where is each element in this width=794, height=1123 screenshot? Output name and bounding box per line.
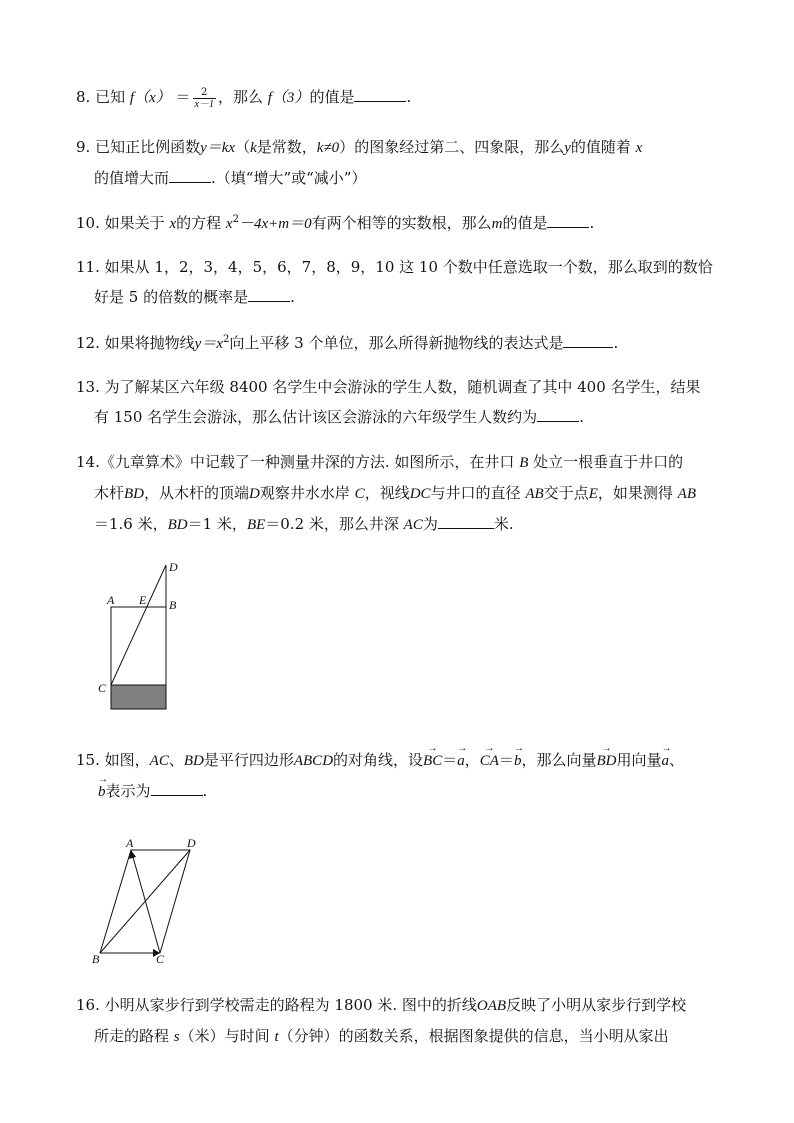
diagonal-BD: [100, 850, 190, 953]
vector-a: → a: [661, 746, 669, 776]
label-E: E: [139, 593, 147, 607]
q8-number: 8.: [76, 88, 91, 106]
label-B: B: [169, 598, 177, 612]
water-region: [111, 685, 166, 709]
vector-b: → b: [514, 746, 522, 776]
label-A: A: [126, 836, 134, 850]
question-10: 10. 如果关于 x的方程 $x^2-4x+m=0$有两个相等的实数根，那么m的值是 .: [76, 214, 595, 232]
question-11: 11. 如果从 1，2，3，4，5，6，7，8，9，10 这 10 个数中任意选取一个数，那么取到的数恰 好是 5 的倍数的概率是 .: [76, 258, 713, 306]
vector-a: → a: [457, 746, 465, 776]
question-8: 8. 已知 f（x） ＝ $\frac{2}{x-1}$ ，那么 f（3）的值是 .: [76, 86, 412, 110]
vector-b: → b: [98, 777, 106, 807]
question-15: 15. 如图，AC、BD是平行四边形ABCD的对角线，设→ BC＝→ a，→ CA＝→ b，那么向量→ BD用向量→ a、 → b表示为 .: [76, 745, 726, 807]
label-B: B: [92, 952, 100, 965]
question-13: 13. 为了解某区六年级 8400 名学生中会游泳的学生人数，随机调查了其中 400 名学生，结果 有 150 名学生会游泳，那么估计该区会游泳的六年级学生人数约为 .: [76, 378, 701, 426]
label-D: D: [187, 836, 196, 850]
answer-blank[interactable]: [248, 287, 290, 302]
well-diagram: [90, 555, 210, 715]
answer-blank[interactable]: [438, 514, 494, 529]
arrowhead-A: [129, 850, 136, 859]
sightline-DC: [111, 565, 166, 685]
vector-BD: → BD: [596, 746, 616, 776]
vector-CA: → CA: [480, 746, 499, 776]
label-A: A: [107, 593, 115, 607]
label-C: C: [156, 952, 165, 965]
answer-blank[interactable]: [547, 213, 589, 228]
question-14: 14.《九章算术》中记载了一种测量井深的方法. 如图所示，在井口 B 处立一根垂直于井口的 木杆BD，从木杆的顶端D观察井水水岸 C，视线DC与井口的直径 AB交于点E，如果测得 AB ＝1.6 米，BD＝1 米，BE＝0.2 米，那么井深 AC为 米.: [76, 453, 696, 533]
question-9: 9. 已知正比例函数y＝kx（k是常数，k≠0）的图象经过第二、四象限，那么y的值随着 x 的值增大而 .（填“增大”或“减小”）: [76, 138, 643, 187]
answer-blank[interactable]: [151, 781, 203, 796]
label-D: D: [169, 560, 178, 574]
fraction: $\frac{2}{x-1}$: [194, 86, 214, 110]
answer-blank[interactable]: [537, 407, 579, 422]
parallelogram-diagram: [90, 835, 210, 965]
answer-blank[interactable]: [169, 168, 211, 183]
label-C: C: [98, 681, 107, 695]
question-16: 16. 小明从家步行到学校需走的路程为 1800 米. 图中的折线OAB反映了小明从家步行到学校 所走的路程 s（米）与时间 t（分钟）的函数关系，根据图象提供的信息，当小明从家出: [76, 996, 687, 1045]
vector-BC: → BC: [423, 746, 442, 776]
answer-blank[interactable]: [354, 87, 406, 102]
question-12: 12. 如果将抛物线$y=x^2$向上平移 3 个单位，那么所得新抛物线的表达式是 .: [76, 334, 619, 352]
answer-blank[interactable]: [563, 333, 613, 348]
